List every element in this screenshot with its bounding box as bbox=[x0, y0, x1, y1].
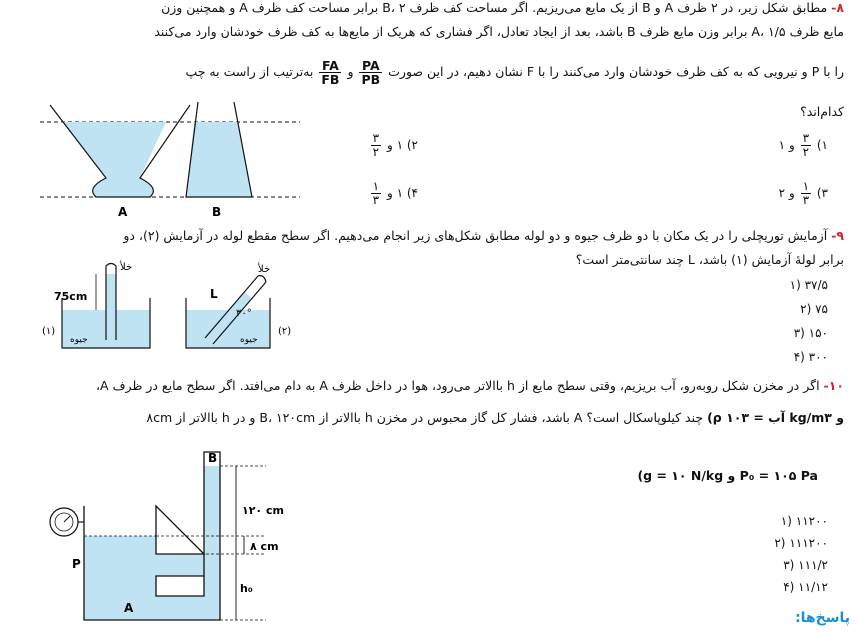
q8-line1: ۸- مطابق شکل زیر، در ۲ ظرف A و B از یک مایع می‌ریزیم. اگر مساحت کف ظرف B، ۲ برابر مساحت کف ظرف A و همچنین وزن bbox=[161, 0, 844, 15]
q9-option-1[interactable]: ۱) ۳۷/۵ bbox=[789, 278, 828, 292]
q10-number: ۱۰- bbox=[823, 378, 844, 393]
q10-line2: ۸cm باالاتر از h و در B، ۱۲۰cm باالاتر از h باشد، فشار کل گاز محبوس در مخزن A چند کیلوپاسکال است؟ (ρ آب = ۱۰۳ kg/m۳ و bbox=[146, 410, 844, 425]
q9-fig1-vacuum: خلأ bbox=[120, 262, 133, 273]
answers-heading: پاسخ‌ها: bbox=[795, 610, 850, 626]
q9-number: ۹- bbox=[831, 228, 844, 243]
q8-option-1[interactable]: ۱) $\frac{۳}{۲}$ و ۱ bbox=[778, 131, 828, 159]
q9-fig1-height: 75cm bbox=[54, 290, 88, 303]
q8-figure bbox=[40, 100, 300, 225]
q10-figure bbox=[40, 446, 330, 626]
q8-frac-force: $\frac{FA}{FB}$ bbox=[321, 57, 340, 87]
q9-option-3[interactable]: ۳) ۱۵۰ bbox=[793, 326, 828, 340]
q8-line4: کدام‌اند؟ bbox=[800, 104, 844, 119]
q9-fig2-l: L bbox=[210, 287, 218, 301]
q9-fig2-mercury-label: جیوه bbox=[240, 335, 258, 345]
q10-dim-h0: h₀ bbox=[240, 582, 253, 595]
q9-line2: برابر لولهٔ آزمایش (۱) باشد، L چند سانتی‌متر است؟ bbox=[575, 252, 844, 267]
q10-label-p: P bbox=[72, 557, 81, 571]
q10-line1: ۱۰- اگر در مخزن شکل روبه‌رو، آب بریزیم، وقتی سطح مایع از h باالاتر می‌رود، هوا در داخل ظرف A به دام می‌افتد. اگر سطح مایع در ظرف A، bbox=[96, 378, 844, 393]
q8-option-2[interactable]: ۲) ۱ و $\frac{۳}{۲}$ bbox=[372, 131, 418, 159]
q8-label-a: A bbox=[118, 205, 128, 219]
q9-option-4[interactable]: ۴) ۳۰۰ bbox=[793, 350, 828, 364]
q10-label-b: B bbox=[208, 451, 218, 465]
q8-line3: را با P و نیرویی که به کف ظرف خودشان وارد می‌کنند را با F نشان دهیم، در این صورت $\frac{PA}{PB}$ و $\frac{FA}{FB}$ به‌ترتیب از راست به چپ bbox=[185, 57, 844, 87]
q8-line2: مایع ظرف A، ۱/۵ برابر وزن مایع ظرف B باشد، بعد از ایجاد تعادل، اگر فشاری که هریک از مایع‌ها به کف ظرف خودشان وارد می‌کنند bbox=[154, 24, 844, 39]
q10-option-1[interactable]: ۱) ۱۱۲۰۰ bbox=[780, 514, 828, 528]
q10-line3: (g = ۱۰ N/kg و P₀ = ۱۰۵ Pa bbox=[637, 468, 818, 483]
q10-option-4[interactable]: ۴) ۱۱/۱۲ bbox=[783, 580, 828, 594]
q10-dim-8: ۸ cm bbox=[250, 540, 279, 553]
q8-frac-pressure: $\frac{PA}{PB}$ bbox=[361, 57, 381, 87]
q9-figure bbox=[40, 258, 310, 358]
q9-fig1-tube-mercury bbox=[106, 274, 116, 340]
q10-tank-liquid bbox=[84, 536, 156, 620]
q8-option-4[interactable]: ۴) ۱ و $\frac{۱}{۳}$ bbox=[372, 179, 418, 207]
q9-fig1-mercury-label: جیوه bbox=[70, 335, 88, 345]
q8-container-b-liquid bbox=[186, 122, 252, 197]
q10-column-b-liquid bbox=[204, 466, 220, 620]
q8-option-3[interactable]: ۳) $\frac{۱}{۳}$ و ۲ bbox=[778, 179, 828, 207]
q10-dim-120: ۱۲۰ cm bbox=[242, 504, 284, 517]
q9-fig2-angle: ۳۰° bbox=[236, 308, 252, 319]
q9-fig1-label: (۱) bbox=[42, 326, 56, 337]
q10-option-3[interactable]: ۳) ۱۱۱/۲ bbox=[783, 558, 828, 572]
q8-label-b: B bbox=[212, 205, 222, 219]
q9-option-2[interactable]: ۲) ۷۵ bbox=[800, 302, 828, 316]
q9-fig2-vacuum: خلأ bbox=[258, 264, 271, 275]
q10-label-a: A bbox=[124, 601, 134, 615]
q8-number: ۸- bbox=[831, 0, 844, 15]
q10-option-2[interactable]: ۲) ۱۱۱۲۰۰ bbox=[774, 536, 828, 550]
q9-line1: ۹- آزمایش توریچلی را در یک مکان با دو ظرف جیوه و دو لوله مطابق شکل‌های زیر انجام می‌دهیم. اگر سطح مقطع لوله در آزمایش (۲)، دو bbox=[123, 228, 844, 243]
q10-connector-liquid bbox=[156, 554, 204, 576]
q9-fig2-label: (۲) bbox=[278, 326, 292, 337]
q10-lower-pipe-liquid bbox=[156, 596, 204, 620]
